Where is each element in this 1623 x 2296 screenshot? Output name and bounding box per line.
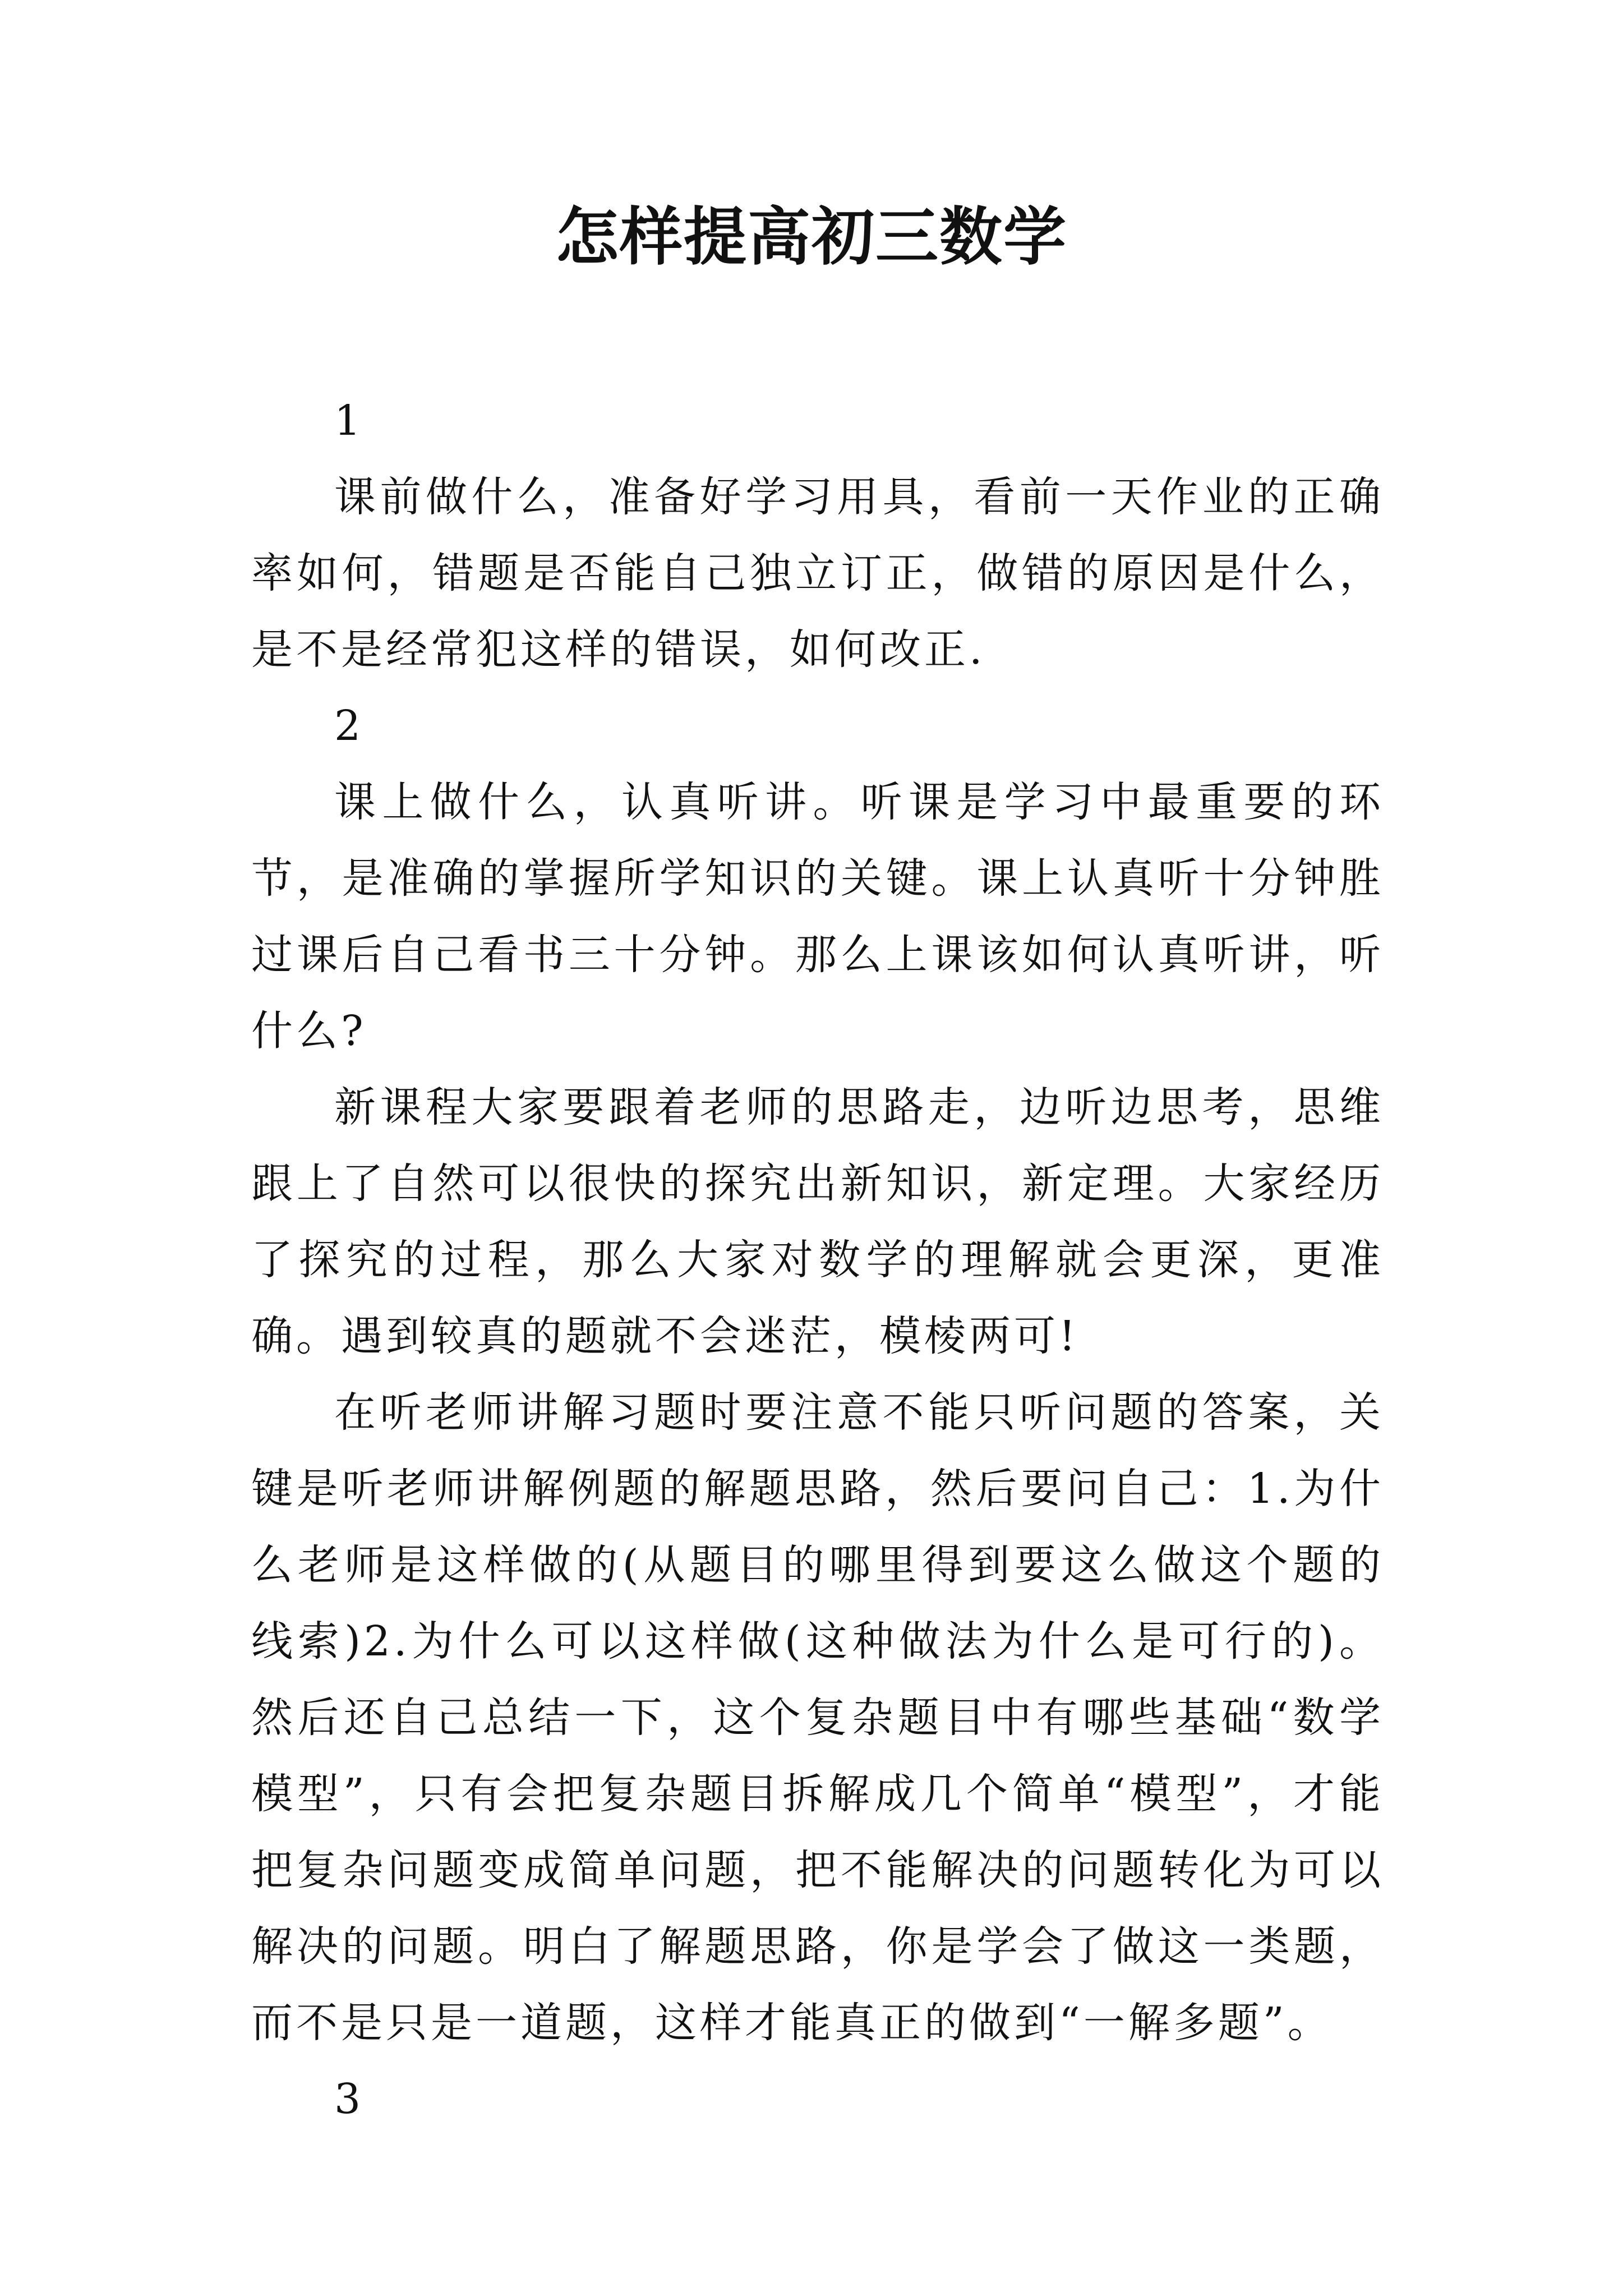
section-number-3: 3 [334, 2075, 365, 2123]
section-number-1: 1 [334, 397, 365, 445]
paragraph-before-class: 课前做什么，准备好学习用具，看前一天作业的正确率如何，错题是否能自己独立订正，做错的原因是什么，是不是经常犯这样的错误，如何改正. [251, 473, 1384, 674]
paragraph-exercise-explanation: 在听老师讲解习题时要注意不能只听问题的答案，关键是听老师讲解例题的解题思路，然后要问自己：1.为什么老师是这样做的(从题目的哪里得到要这么做这个题的线索)2.为什么可以这样做(这种做法为什么是可行的)。然后还自己总结一下，这个复杂题目中有哪些基础“数学模型”，只有会把复杂题目拆解成几个简单“模型”，才能把复杂问题变成简单问题，把不能解决的问题转化为可以解决的问题。明白了解题思路，你是学会了做这一类题，而不是只是一道题，这样才能真正的做到“一解多题”。 [251, 1388, 1384, 2047]
paragraph-in-class: 课上做什么，认真听讲。听课是学习中最重要的环节，是准确的掌握所学知识的关键。课上认真听十分钟胜过课后自己看书三十分钟。那么上课该如何认真听讲，听什么? [251, 778, 1384, 1055]
document-title: 怎样提高初三数学 [556, 200, 1067, 274]
document-body [251, 383, 1384, 2137]
section-number-2: 2 [334, 702, 365, 750]
paragraph-new-course: 新课程大家要跟着老师的思路走，边听边思考，思维跟上了自然可以很快的探究出新知识，新定理。大家经历了探究的过程，那么大家对数学的理解就会更深，更准确。遇到较真的题就不会迷茫，模棱两可! [251, 1083, 1384, 1360]
